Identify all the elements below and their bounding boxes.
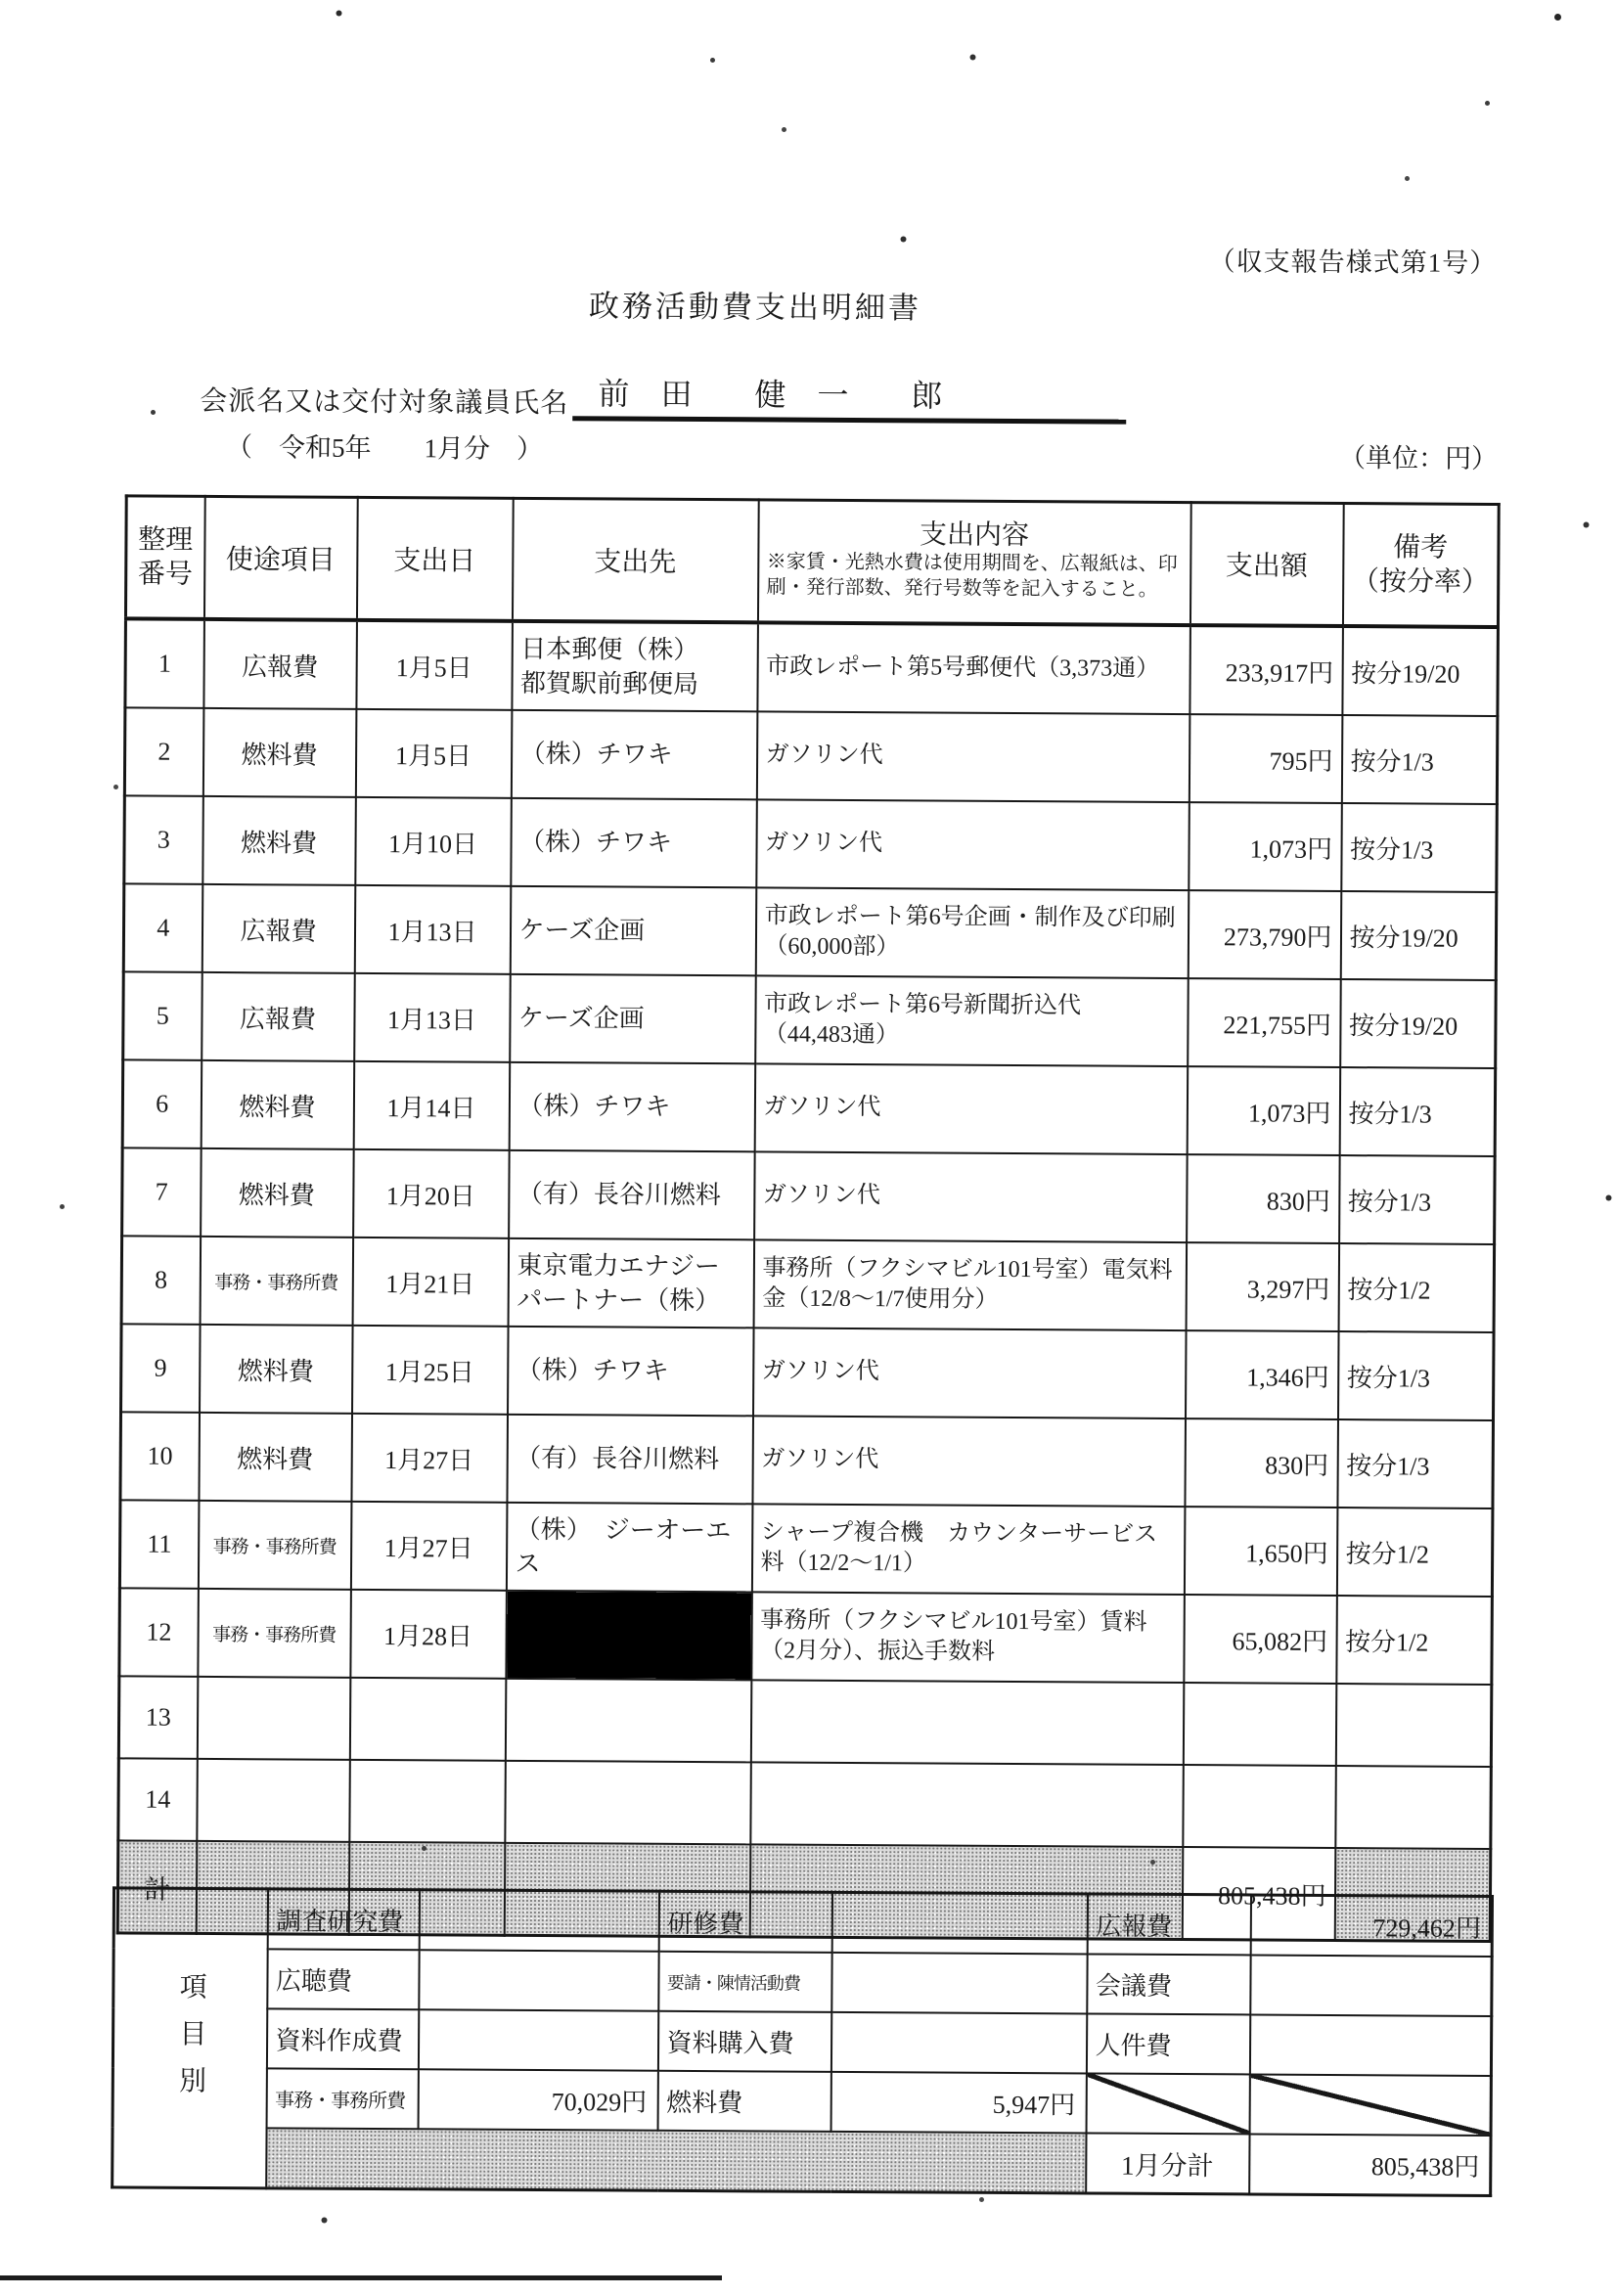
no-cell: 12 <box>119 1588 199 1676</box>
col-header-amount: 支出額 <box>1190 503 1343 626</box>
member-name-label: 会派名又は交付対象議員氏名 <box>200 385 569 420</box>
summary-value-cell <box>830 2012 1086 2074</box>
summary-label-cell: 資料作成費 <box>266 2008 418 2069</box>
category-cell: 燃料費 <box>202 708 356 797</box>
no-cell: 14 <box>118 1758 198 1840</box>
payee-cell: （株）チワキ <box>509 1062 755 1152</box>
summary-row <box>113 1888 1492 1957</box>
amount-cell: 1,650円 <box>1184 1507 1337 1596</box>
date-cell: 1月20日 <box>353 1149 510 1238</box>
category-cell: 燃料費 <box>201 1060 354 1149</box>
amount-cell: 795円 <box>1189 714 1342 803</box>
amount-cell: 830円 <box>1185 1418 1338 1508</box>
monthly-total-label: 1月分計 <box>1086 2133 1249 2194</box>
payee-cell: （株）チワキ <box>511 710 757 800</box>
date-cell <box>349 1678 506 1761</box>
amount-cell: 1,073円 <box>1187 1066 1340 1155</box>
summary-label-cell: 事務・事務所費 <box>266 2068 418 2129</box>
no-cell: 6 <box>122 1059 202 1148</box>
date-cell: 1月21日 <box>352 1238 509 1327</box>
content-cell: 市政レポート第5号郵便代（3,373通） <box>757 622 1190 714</box>
remarks-cell: 按分19/20 <box>1342 626 1499 716</box>
date-cell: 1月28日 <box>350 1590 507 1679</box>
date-cell: 1月5日 <box>355 709 512 798</box>
no-cell: 13 <box>118 1676 198 1758</box>
category-cell: 燃料費 <box>199 1413 352 1502</box>
col-header-content-note: ※家賃・光熱水費は使用期間を、広報紙は、印刷・発行部数、発行号数等を記入すること。 <box>766 551 1178 602</box>
no-cell: 10 <box>120 1412 200 1500</box>
table-row-empty <box>118 1676 1491 1767</box>
payee-cell <box>505 1679 751 1763</box>
summary-label-cell: 研修費 <box>658 1891 831 1953</box>
member-name-line <box>200 367 1126 425</box>
redacted-black-box <box>506 1591 752 1681</box>
summary-shaded-cell <box>266 2128 1086 2193</box>
table-row <box>119 1500 1493 1597</box>
no-cell: 11 <box>119 1500 199 1588</box>
date-cell: 1月10日 <box>355 797 512 886</box>
summary-label-cell: 燃料費 <box>657 2071 830 2132</box>
content-cell <box>750 1680 1184 1765</box>
amount-cell: 1,073円 <box>1189 802 1342 891</box>
category-cell: 事務・事務所費 <box>198 1501 351 1590</box>
no-cell: 2 <box>124 707 203 795</box>
remarks-cell: 按分1/3 <box>1339 1067 1496 1156</box>
date-cell: 1月27日 <box>350 1502 507 1591</box>
summary-label-cell: 広報費 <box>1087 1894 1250 1956</box>
diagonal-slash-cell <box>1086 2073 1249 2134</box>
payee-cell: （株）チワキ <box>508 1327 754 1417</box>
no-cell: 8 <box>121 1236 201 1324</box>
date-cell: 1月5日 <box>356 620 513 710</box>
content-cell: ガソリン代 <box>756 711 1190 802</box>
table-row <box>123 883 1497 980</box>
table-row <box>124 707 1498 804</box>
date-cell <box>349 1760 506 1843</box>
content-cell: 市政レポート第6号企画・制作及び印刷（60,000部） <box>755 887 1189 978</box>
col-header-remarks: 備考 （按分率） <box>1342 504 1499 627</box>
category-summary-table <box>111 1886 1494 2197</box>
summary-label-cell: 会議費 <box>1087 1954 1250 2014</box>
total-amount-cell: 805,438円 <box>1182 1847 1335 1940</box>
category-cell: 燃料費 <box>200 1325 353 1414</box>
remarks-cell: 按分1/2 <box>1336 1508 1493 1597</box>
report-period: （ 令和5年 1月分 ） <box>225 432 544 465</box>
summary-value-cell <box>419 1890 658 1952</box>
category-cell: 事務・事務所費 <box>198 1589 351 1678</box>
scan-artifact-line <box>0 2275 722 2280</box>
remarks-cell <box>1335 1684 1492 1767</box>
summary-value-cell: 729,462円 <box>1250 1895 1492 1957</box>
date-cell: 1月13日 <box>354 885 511 974</box>
summary-label-cell: 調査研究費 <box>267 1889 419 1950</box>
category-cell: 事務・事務所費 <box>200 1237 353 1326</box>
summary-label-cell: 広聴費 <box>267 1949 419 2009</box>
payee-cell: （株）チワキ <box>511 798 757 888</box>
diagonal-slash-cell <box>1249 2074 1491 2136</box>
summary-value-cell <box>419 1950 658 2010</box>
summary-label-cell: 資料購入費 <box>657 2011 830 2072</box>
remarks-cell: 按分1/2 <box>1336 1596 1493 1685</box>
col-header-content <box>757 500 1190 625</box>
remarks-cell: 按分1/3 <box>1337 1419 1494 1508</box>
date-cell: 1月14日 <box>353 1061 510 1150</box>
amount-cell: 830円 <box>1187 1154 1340 1243</box>
content-cell: ガソリン代 <box>752 1416 1186 1507</box>
amount-cell: 233,917円 <box>1190 625 1343 715</box>
no-cell: 5 <box>123 971 202 1059</box>
page-title: 政務活動費支出明細書 <box>588 289 922 326</box>
remarks-cell: 按分1/3 <box>1337 1331 1494 1420</box>
table-row <box>121 1236 1495 1332</box>
remarks-cell <box>1335 1766 1492 1849</box>
summary-row <box>112 2067 1491 2136</box>
payee-cell: ケーズ企画 <box>510 974 756 1064</box>
date-cell: 1月27日 <box>351 1414 508 1503</box>
col-header-no: 整理 番号 <box>125 496 204 619</box>
member-name-value: 前 田 健 一 郎 <box>572 369 1126 424</box>
category-cell: 広報費 <box>202 972 355 1061</box>
content-cell: ガソリン代 <box>753 1328 1187 1418</box>
remarks-cell: 按分19/20 <box>1340 979 1497 1068</box>
summary-value-cell <box>1250 1955 1492 2016</box>
total-label-cell: 計 <box>117 1840 197 1933</box>
summary-value-cell <box>831 1953 1087 2014</box>
no-cell: 3 <box>124 795 203 883</box>
no-cell: 7 <box>122 1148 202 1236</box>
no-cell: 9 <box>121 1324 201 1412</box>
payee-cell <box>505 1761 751 1845</box>
summary-total-row <box>112 2127 1491 2195</box>
amount-cell: 273,790円 <box>1188 890 1341 979</box>
category-cell: 広報費 <box>202 884 355 973</box>
monthly-total-value: 805,438円 <box>1249 2134 1491 2195</box>
amount-cell <box>1183 1765 1336 1848</box>
table-row <box>120 1412 1494 1508</box>
summary-value-cell <box>418 2009 657 2070</box>
table-row <box>122 1059 1496 1156</box>
category-cell: 燃料費 <box>201 1148 354 1238</box>
col-header-category: 使途項目 <box>203 496 357 619</box>
summary-value-cell: 70,029円 <box>418 2069 657 2130</box>
summary-row <box>112 2007 1491 2076</box>
table-row <box>119 1588 1493 1685</box>
table-row <box>125 618 1499 716</box>
category-cell: 燃料費 <box>202 796 356 885</box>
summary-row <box>113 1948 1492 2016</box>
content-cell: ガソリン代 <box>756 799 1190 890</box>
col-header-payee: 支出先 <box>512 498 758 622</box>
table-header-row <box>125 496 1499 627</box>
category-cell: 広報費 <box>203 619 357 709</box>
summary-label-cell: 人件費 <box>1086 2013 1249 2074</box>
content-cell: 事務所（フクシマビル101号室）電気料金（12/8～1/7使用分） <box>753 1239 1187 1330</box>
summary-side-label: 項目別 <box>112 1888 268 2188</box>
date-cell: 1月13日 <box>354 973 511 1062</box>
table-row <box>121 1324 1495 1420</box>
payee-cell: （有）長谷川燃料 <box>509 1150 755 1240</box>
payee-cell: 日本郵便（株） 都賀駅前郵便局 <box>512 621 758 712</box>
scan-specks <box>0 0 3 3</box>
unit-note: （単位：円） <box>1338 442 1499 473</box>
content-cell: 市政レポート第6号新聞折込代 （44,483通） <box>755 975 1189 1066</box>
content-cell: シャープ複合機 カウンターサービス料（12/2～1/1） <box>751 1504 1185 1595</box>
form-number-note: （収支報告様式第1号） <box>1208 247 1498 278</box>
table-row <box>124 795 1498 892</box>
remarks-cell: 按分1/3 <box>1341 803 1498 892</box>
table-row <box>123 971 1497 1068</box>
amount-cell: 3,297円 <box>1186 1242 1339 1331</box>
payee-cell: （有）長谷川燃料 <box>507 1415 753 1505</box>
content-cell: 事務所（フクシマビル101号室）賃料 （2月分）、振込手数料 <box>751 1592 1185 1683</box>
table-row-empty <box>118 1758 1491 1849</box>
payee-cell: ケーズ企画 <box>510 886 756 976</box>
summary-value-cell <box>831 1892 1087 1954</box>
remarks-cell: 按分1/2 <box>1338 1243 1495 1332</box>
content-cell: ガソリン代 <box>754 1151 1188 1242</box>
table-row <box>122 1148 1496 1244</box>
summary-label-cell: 要請・陳情活動費 <box>658 1952 831 2012</box>
category-cell <box>197 1759 350 1842</box>
no-cell: 1 <box>125 618 204 707</box>
col-header-date: 支出日 <box>356 497 513 620</box>
payee-cell: （株） ジーオーエス <box>506 1503 752 1593</box>
summary-value-cell <box>1249 2014 1491 2076</box>
amount-cell: 65,082円 <box>1184 1595 1337 1684</box>
remarks-cell: 按分19/20 <box>1340 891 1497 980</box>
remarks-cell: 按分1/3 <box>1339 1155 1496 1244</box>
content-cell <box>750 1762 1184 1847</box>
amount-cell <box>1183 1683 1336 1766</box>
amount-cell: 1,346円 <box>1185 1330 1338 1419</box>
remarks-cell: 按分1/3 <box>1341 715 1498 804</box>
no-cell: 4 <box>123 883 202 971</box>
date-cell: 1月25日 <box>352 1326 509 1415</box>
amount-cell: 221,755円 <box>1188 978 1341 1067</box>
col-header-content-title: 支出内容 <box>919 518 1030 551</box>
summary-value-cell: 5,947円 <box>830 2072 1086 2134</box>
payee-cell: 東京電力エナジー パートナー（株） <box>508 1238 754 1328</box>
category-cell <box>197 1677 350 1760</box>
content-cell: ガソリン代 <box>754 1063 1188 1154</box>
expense-detail-table <box>116 494 1501 1943</box>
